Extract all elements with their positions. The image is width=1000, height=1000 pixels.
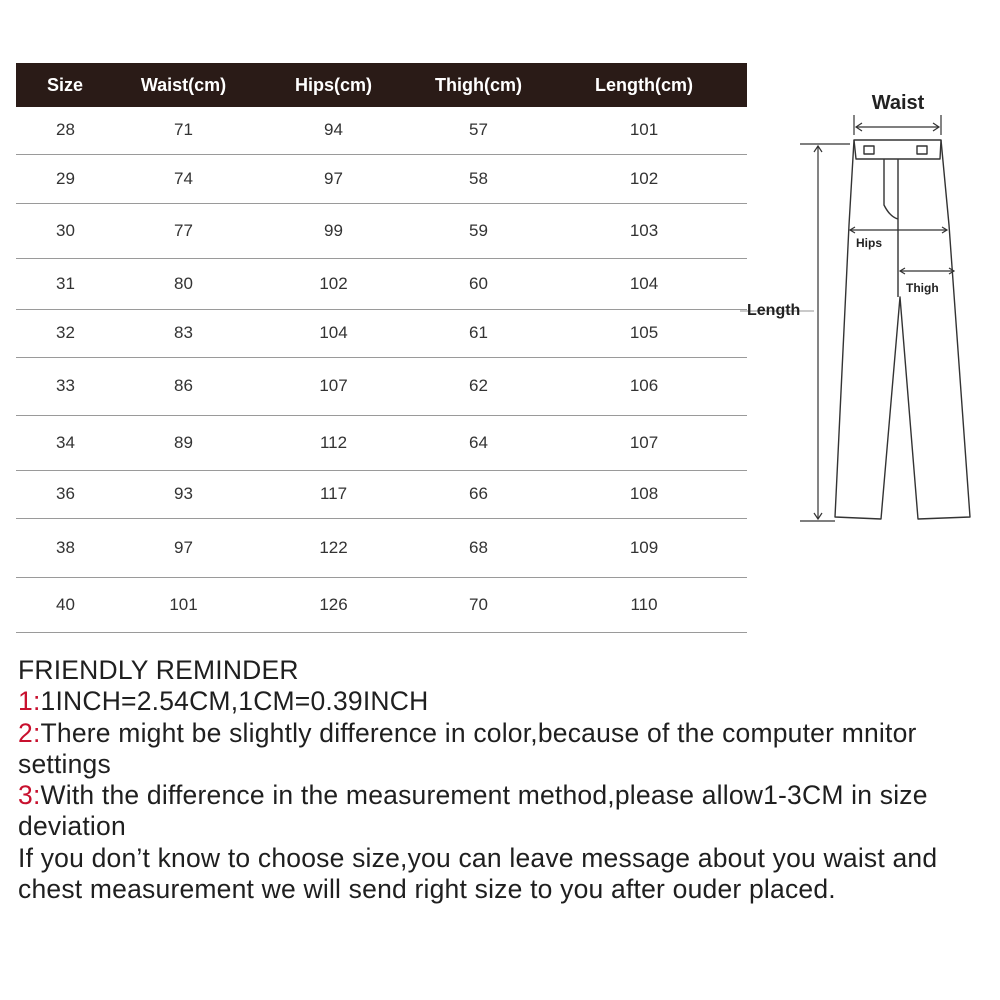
cell-length: 106 [541, 357, 747, 415]
cell-thigh: 64 [416, 415, 541, 470]
cell-thigh: 58 [416, 154, 541, 203]
cell-waist: 86 [116, 357, 251, 415]
cell-hips: 122 [251, 518, 416, 577]
table-row [16, 577, 747, 632]
cell-thigh: 70 [416, 577, 541, 632]
cell-waist: 74 [116, 154, 251, 203]
hips-label: Hips [856, 236, 883, 250]
cell-hips: 97 [251, 154, 416, 203]
reminder-item-1 [18, 686, 988, 717]
cell-hips: 99 [251, 203, 416, 258]
reminder-number: 1: [18, 686, 41, 717]
table-row [16, 154, 747, 203]
cell-hips: 107 [251, 357, 416, 415]
cell-size: 29 [16, 154, 116, 203]
table-header-row [16, 63, 747, 107]
cell-waist: 83 [116, 309, 251, 357]
cell-thigh: 59 [416, 203, 541, 258]
cell-length: 109 [541, 518, 747, 577]
table-row [16, 415, 747, 470]
table-row [16, 518, 747, 577]
cell-hips: 126 [251, 577, 416, 632]
cell-length: 103 [541, 203, 747, 258]
table-row [16, 309, 747, 357]
cell-size: 30 [16, 203, 116, 258]
waist-arrow-icon [854, 115, 941, 135]
pants-outline-icon [835, 140, 970, 519]
thigh-arrow-icon [900, 268, 954, 274]
reminder-note: If you don’t know to choose size,you can leave message about you waist and chest measurement we will send right size to you after ouder placed. [18, 842, 938, 905]
cell-size: 32 [16, 309, 116, 357]
cell-waist: 71 [116, 107, 251, 154]
cell-waist: 80 [116, 258, 251, 309]
cell-waist: 93 [116, 470, 251, 518]
cell-length: 104 [541, 258, 747, 309]
reminder-text: There might be slightly difference in color,because of the computer mnitor settings [18, 717, 917, 779]
table-row [16, 258, 747, 309]
cell-length: 108 [541, 470, 747, 518]
table-row [16, 107, 747, 154]
length-arrow-icon [740, 144, 850, 521]
pants-measurement-diagram [740, 85, 990, 530]
thigh-label: Thigh [906, 281, 939, 295]
cell-size: 33 [16, 357, 116, 415]
cell-hips: 112 [251, 415, 416, 470]
reminder-item-3 [18, 780, 988, 843]
size-chart-table [16, 63, 747, 633]
cell-length: 101 [541, 107, 747, 154]
header-size: Size [16, 63, 116, 107]
cell-size: 38 [16, 518, 116, 577]
cell-length: 110 [541, 577, 747, 632]
cell-waist: 77 [116, 203, 251, 258]
waist-label: Waist [871, 92, 925, 114]
cell-waist: 101 [116, 577, 251, 632]
length-label: Length [747, 302, 801, 319]
cell-size: 36 [16, 470, 116, 518]
reminder-text: 1INCH=2.54CM,1CM=0.39INCH [40, 686, 429, 717]
cell-size: 28 [16, 107, 116, 154]
cell-length: 102 [541, 154, 747, 203]
table-row [16, 357, 747, 415]
friendly-reminder [18, 655, 988, 905]
cell-waist: 97 [116, 518, 251, 577]
cell-thigh: 66 [416, 470, 541, 518]
cell-length: 107 [541, 415, 747, 470]
cell-hips: 94 [251, 107, 416, 154]
cell-hips: 117 [251, 470, 416, 518]
cell-thigh: 61 [416, 309, 541, 357]
cell-size: 34 [16, 415, 116, 470]
header-hips: Hips(cm) [251, 63, 416, 107]
header-length: Length(cm) [541, 63, 747, 107]
header-thigh: Thigh(cm) [416, 63, 541, 107]
reminder-text: With the difference in the measurement method,please allow1-3CM in size deviation [18, 780, 928, 842]
reminder-number: 3: [18, 780, 41, 811]
cell-size: 40 [16, 577, 116, 632]
cell-waist: 89 [116, 415, 251, 470]
cell-thigh: 68 [416, 518, 541, 577]
cell-hips: 102 [251, 258, 416, 309]
cell-hips: 104 [251, 309, 416, 357]
cell-thigh: 62 [416, 357, 541, 415]
cell-thigh: 57 [416, 107, 541, 154]
cell-size: 31 [16, 258, 116, 309]
header-waist: Waist(cm) [116, 63, 251, 107]
reminder-number: 2: [18, 717, 41, 748]
cell-thigh: 60 [416, 258, 541, 309]
table-row [16, 203, 747, 258]
reminder-item-2 [18, 718, 988, 781]
cell-length: 105 [541, 309, 747, 357]
table-row [16, 470, 747, 518]
reminder-title: FRIENDLY REMINDER [18, 655, 299, 685]
